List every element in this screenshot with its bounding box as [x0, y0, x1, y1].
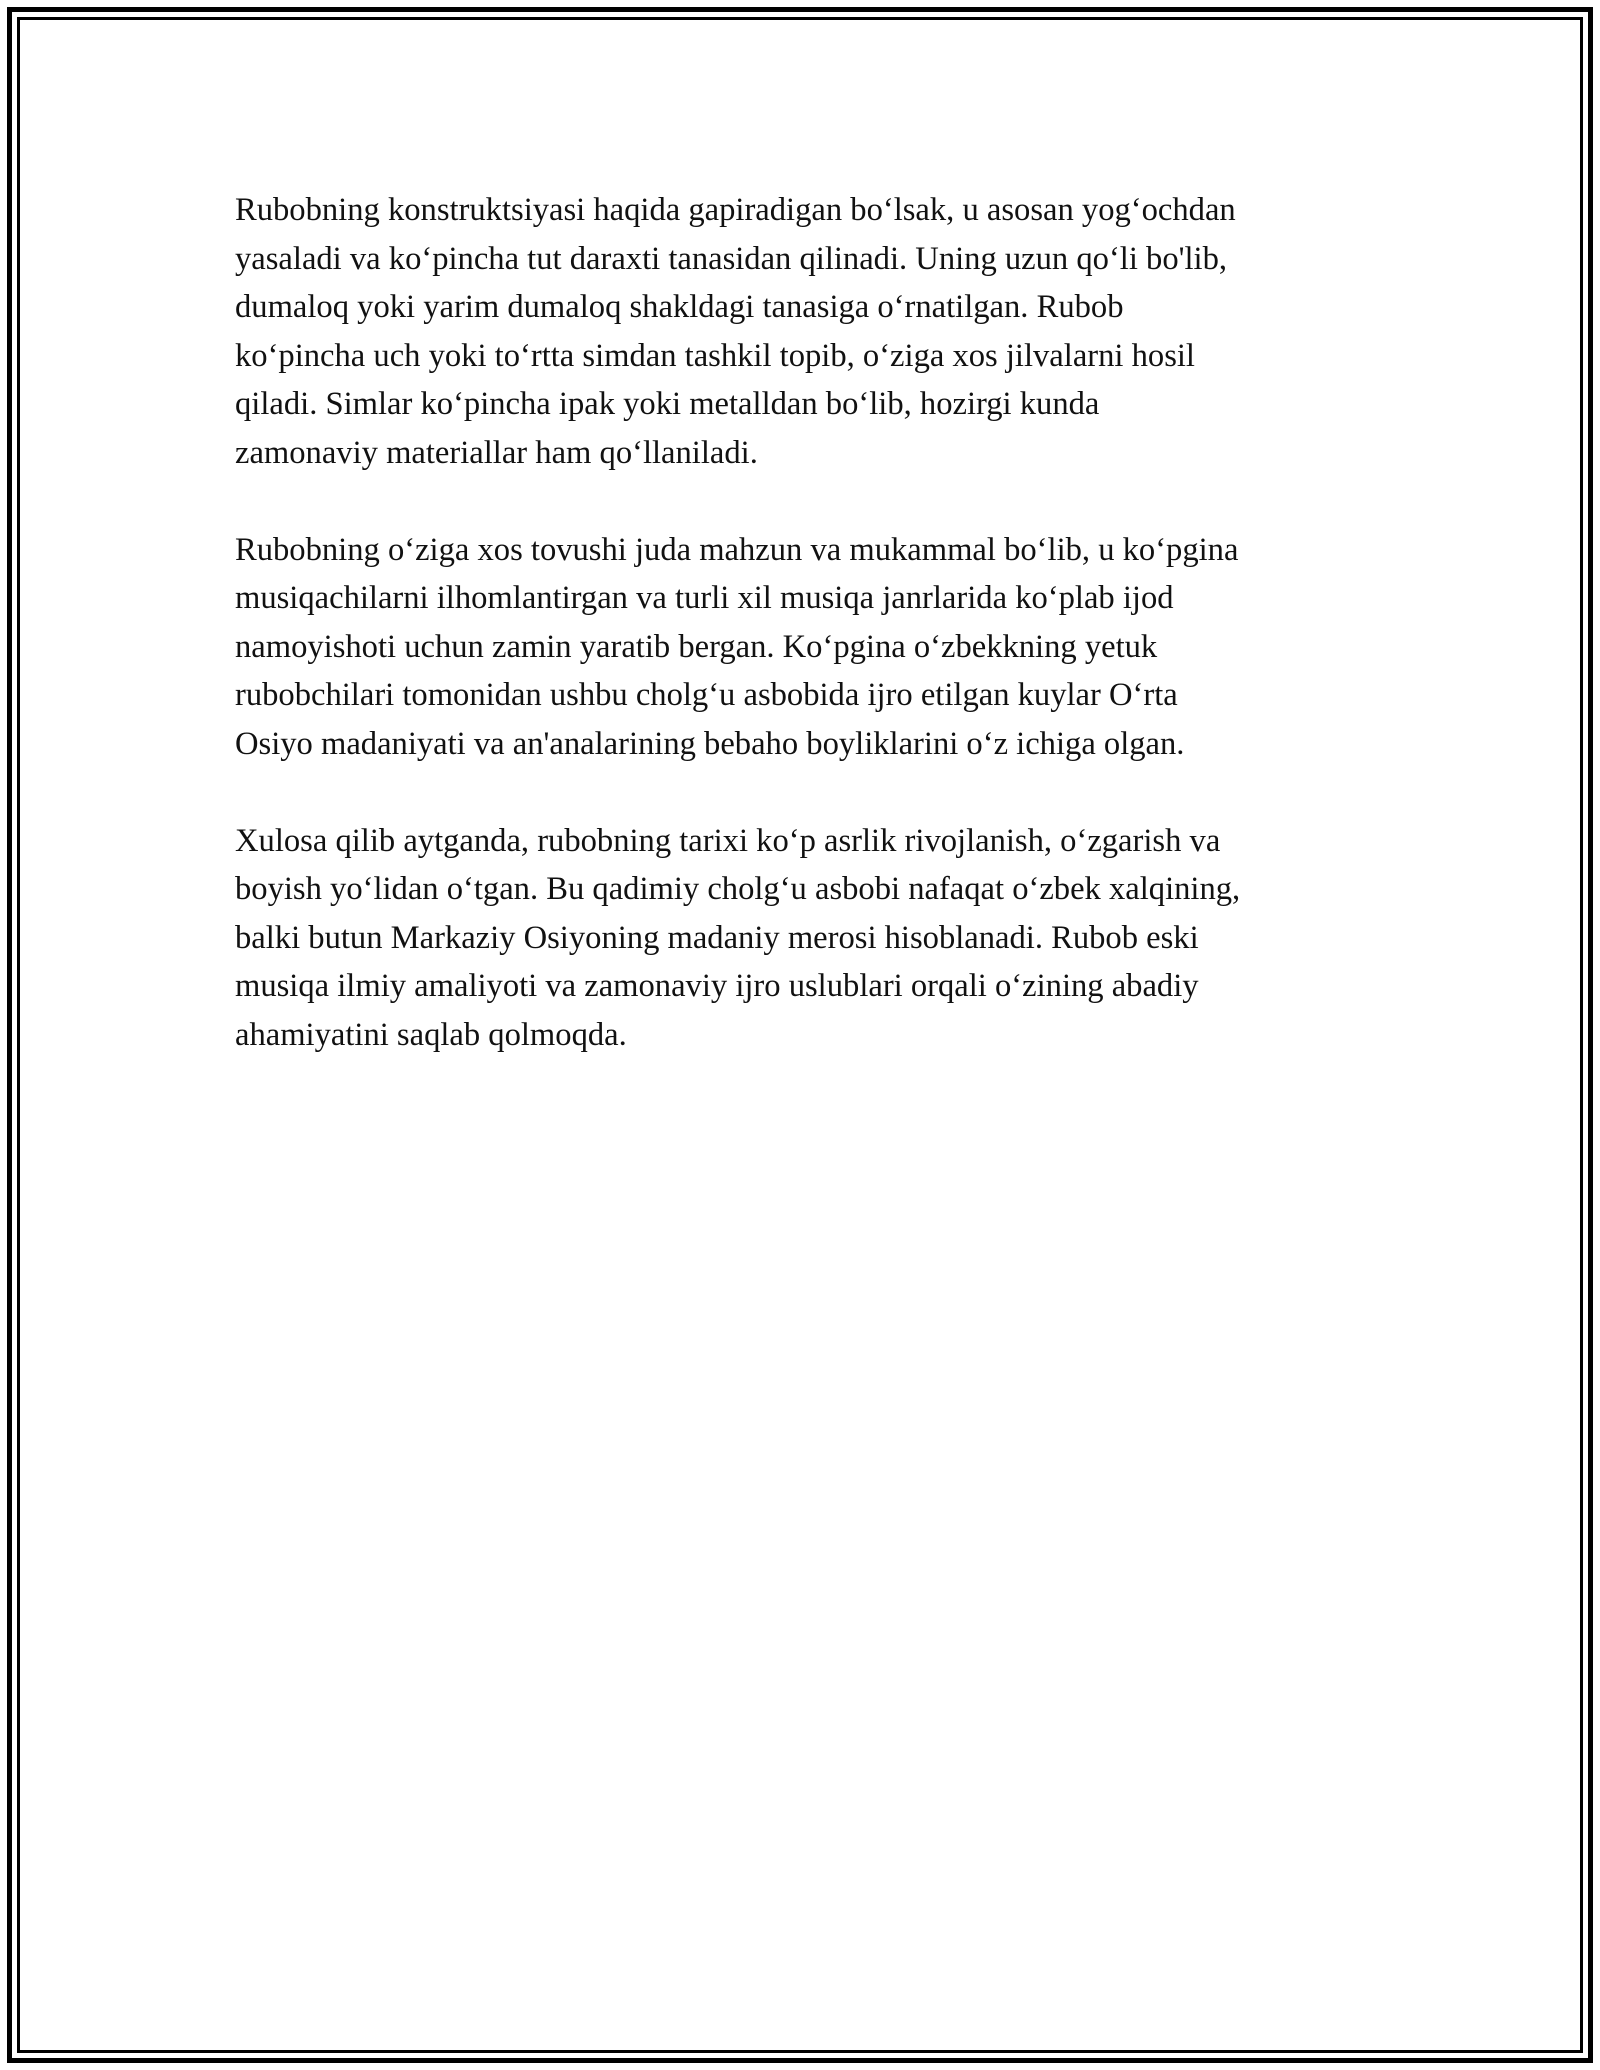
- text-line: namoyishoti uchun zamin yaratib bergan. Koʻpgina oʻzbekkning yetuk: [235, 628, 1158, 665]
- document-body: [235, 186, 1395, 1108]
- paragraph-sound: [235, 526, 1395, 769]
- text-line: musiqa ilmiy amaliyoti va zamonaviy ijro uslublari orqali oʻzining abadiy: [235, 968, 1199, 1004]
- paragraph-conclusion: [235, 817, 1395, 1060]
- text-line: yasaladi va koʻpincha tut daraxti tanasidan qilinadi. Uning uzun qoʻli bo'lib,: [235, 240, 1228, 277]
- text-line: koʻpincha uch yoki toʻrtta simdan tashkil topib, oʻziga xos jilvalarni hosil: [235, 337, 1195, 374]
- text-line: ahamiyatini saqlab qolmoqda.: [235, 1016, 627, 1053]
- text-line: Rubobning oʻziga xos tovushi juda mahzun va mukammal boʻlib, u koʻpgina: [235, 531, 1239, 568]
- text-line: balki butun Markaziy Osiyoning madaniy merosi hisoblanadi. Rubob eski: [235, 919, 1199, 956]
- paragraph-construction: [235, 186, 1395, 477]
- text-line: musiqachilarni ilhomlantirgan va turli xil musiqa janrlarida koʻplab ijod: [235, 580, 1174, 616]
- text-line: Rubobning konstruktsiyasi haqida gapiradigan boʻlsak, u asosan yogʻochdan: [235, 192, 1236, 228]
- text-line: Xulosa qilib aytganda, rubobning tarixi koʻp asrlik rivojlanish, oʻzgarish va: [235, 822, 1221, 859]
- text-line: rubobchilari tomonidan ushbu cholgʻu asbobida ijro etilgan kuylar Oʻrta: [235, 677, 1178, 713]
- text-line: dumaloq yoki yarim dumaloq shakldagi tanasiga oʻrnatilgan. Rubob: [235, 289, 1124, 325]
- text-line: boyish yoʻlidan oʻtgan. Bu qadimiy cholgʻu asbobi nafaqat oʻzbek xalqining,: [235, 871, 1241, 907]
- text-line: zamonaviy materiallar ham qoʻllaniladi.: [235, 434, 758, 471]
- text-line: qiladi. Simlar koʻpincha ipak yoki metalldan boʻlib, hozirgi kunda: [235, 386, 1100, 422]
- text-line: Osiyo madaniyati va an'analarining bebaho boyliklarini oʻz ichiga olgan.: [235, 725, 1185, 762]
